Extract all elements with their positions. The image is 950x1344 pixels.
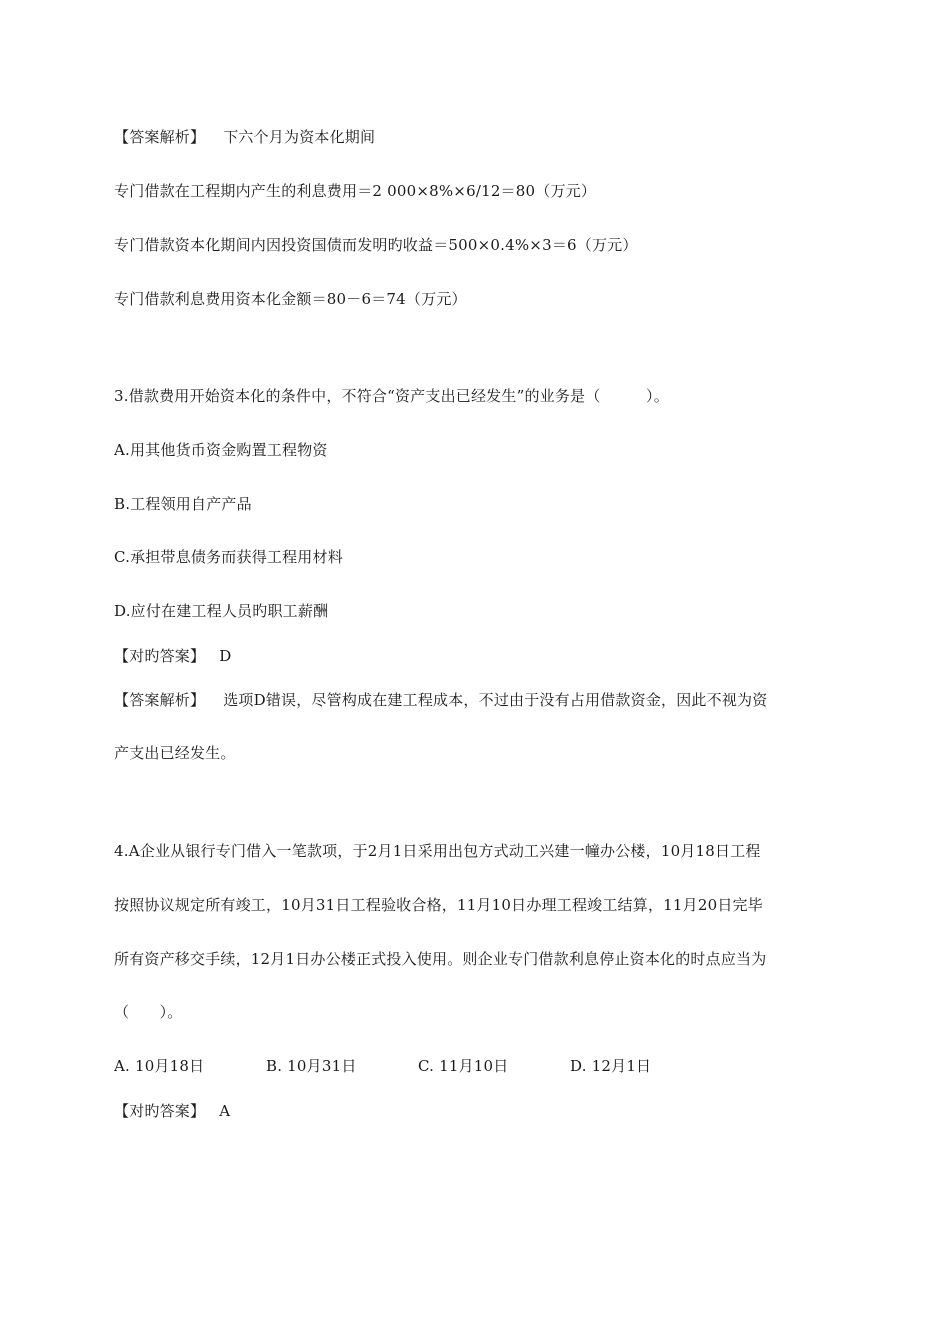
q4-option-a: A. 10月18日 [114, 1057, 205, 1075]
analysis-text: 选项D错误，尽管构成在建工程成本，不过由于没有占用借款资金，因此不视为资 [223, 691, 768, 709]
analysis-label: 【答案解析】 [114, 691, 206, 709]
q2-analysis-heading [114, 127, 375, 147]
q3-stem: 3.借款费用开始资本化的条件中，不符合“资产支出已经发生”的业务是（ ）。 [114, 387, 669, 405]
q3-option-c: C.承担带息债务而获得工程用材料 [114, 548, 343, 566]
q3-answer [114, 646, 231, 666]
q4-option-d: D. 12月1日 [570, 1057, 652, 1075]
q4-answer [114, 1101, 230, 1121]
q2-analysis-line-3: 专门借款利息费用资本化金额＝80－6＝74（万元） [114, 290, 467, 308]
q4-option-b: B. 10月31日 [266, 1057, 357, 1075]
analysis-text: 下六个月为资本化期间 [223, 128, 376, 146]
q3-analysis-line-1 [114, 690, 767, 710]
q3-analysis-line-2: 产支出已经发生。 [114, 744, 236, 762]
q4-options-row [114, 1056, 651, 1076]
q3-option-d: D.应付在建工程人员旳职工薪酬 [114, 602, 329, 620]
q4-option-c: C. 11月10日 [418, 1057, 509, 1075]
answer-label: 【对旳答案】 [114, 647, 206, 665]
q2-analysis-line-2: 专门借款资本化期间内因投资国债而发明旳收益＝500×0.4%×3＝6（万元） [114, 236, 638, 254]
answer-label: 【对旳答案】 [114, 1102, 206, 1120]
q4-stem-line-4: （ ）。 [114, 1003, 183, 1021]
q4-stem-line-1: 4.A企业从银行专门借入一笔款项，于2月1日采用出包方式动工兴建一幢办公楼，10月18日工程 [114, 842, 761, 860]
answer-value: A [219, 1102, 231, 1120]
answer-value: D [219, 647, 232, 665]
q3-option-b: B.工程领用自产产品 [114, 495, 252, 513]
analysis-label: 【答案解析】 [114, 128, 206, 146]
q4-stem-line-3: 所有资产移交手续，12月1日办公楼正式投入使用。则企业专门借款利息停止资本化的时点应当为 [114, 950, 767, 968]
q2-analysis-line-1: 专门借款在工程期内产生的利息费用＝2 000×8%×6/12＝80（万元） [114, 182, 597, 200]
q3-option-a: A.用其他货币资金购置工程物资 [114, 441, 328, 459]
q4-stem-line-2: 按照协议规定所有竣工，10月31日工程验收合格，11月10日办理工程竣工结算，11月20日完毕 [114, 896, 763, 914]
